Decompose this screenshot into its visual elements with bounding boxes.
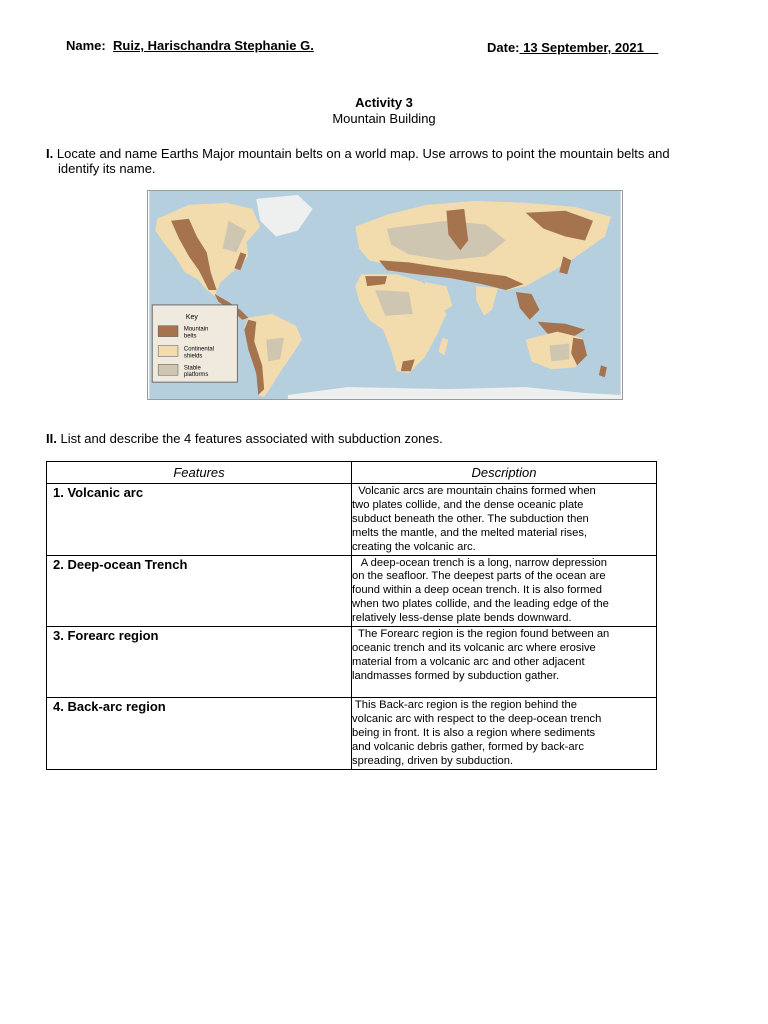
legend-label-platforms-2: platforms xyxy=(183,372,209,379)
description-cell: A deep-ocean trench is a long, narrow depression on the seafloor. The deepest parts of the ocean are found within a deep ocean trench. It is also formed when two plates collide, and the leading edge of the relatively less-dense plate bends downward. xyxy=(352,555,657,627)
date-field xyxy=(487,40,658,55)
features-table xyxy=(46,461,657,770)
part1-line1: I. Locate and name Earths Major mountain belts on a world map. Use arrows to point the mountain belts and xyxy=(46,146,670,161)
date-label: Date: xyxy=(487,40,520,55)
activity-subtitle: Mountain Building xyxy=(332,111,436,126)
table-row xyxy=(47,484,657,556)
map-key-title: Key xyxy=(185,313,198,321)
map-key xyxy=(152,305,237,382)
header-features: Features xyxy=(47,462,352,484)
part1-line2: identify its name. xyxy=(58,161,156,176)
legend-swatch-continental-shields xyxy=(158,346,178,357)
feature-cell: 4. Back-arc region xyxy=(47,698,352,770)
table-row xyxy=(47,627,657,698)
part1-instructions xyxy=(46,146,746,176)
name-field xyxy=(66,38,314,53)
map-australia-platform xyxy=(549,344,569,362)
date-value: 13 September, 2021 xyxy=(523,40,644,55)
legend-label-shields-2: shields xyxy=(183,353,203,360)
table-header-row xyxy=(47,462,657,484)
part2-number: II. xyxy=(46,431,57,446)
table-row xyxy=(47,555,657,627)
feature-cell: 1. Volcanic arc xyxy=(47,484,352,556)
name-label: Name: xyxy=(66,38,106,53)
part1-number: I. xyxy=(46,146,54,161)
world-map xyxy=(147,190,623,400)
activity-title: Activity 3 xyxy=(355,95,413,110)
feature-cell: 2. Deep-ocean Trench xyxy=(47,555,352,627)
legend-label-mountain-1: Mountain xyxy=(183,326,209,333)
legend-label-platforms-1: Stable xyxy=(183,365,201,372)
legend-label-shields-1: Continental xyxy=(183,346,214,353)
legend-swatch-mountain-belts xyxy=(158,326,178,337)
feature-cell: 3. Forearc region xyxy=(47,627,352,698)
part2-instructions: II. List and describe the 4 features associated with subduction zones. xyxy=(46,431,443,446)
legend-swatch-stable-platforms xyxy=(158,364,178,375)
header-description: Description xyxy=(352,462,657,484)
name-value: Ruiz, Harischandra Stephanie G. xyxy=(112,38,314,53)
description-cell: Volcanic arcs are mountain chains formed when two plates collide, and the dense oceanic plate subduct beneath the other. The subduction then melts the mantle, and the melted material rises, creating the volcanic arc. xyxy=(352,484,657,556)
table-row xyxy=(47,698,657,770)
description-cell: This Back-arc region is the region behind the volcanic arc with respect to the deep-ocean trench being in front. It is also a region where sediments and volcanic debris gather, formed by back-arc spreading, driven by subduction. xyxy=(352,698,657,770)
description-cell: The Forearc region is the region found between an oceanic trench and its volcanic arc where erosive material from a volcanic arc and other adjacent landmasses formed by subduction gather. xyxy=(352,627,657,698)
legend-label-mountain-2: belts xyxy=(183,333,197,340)
